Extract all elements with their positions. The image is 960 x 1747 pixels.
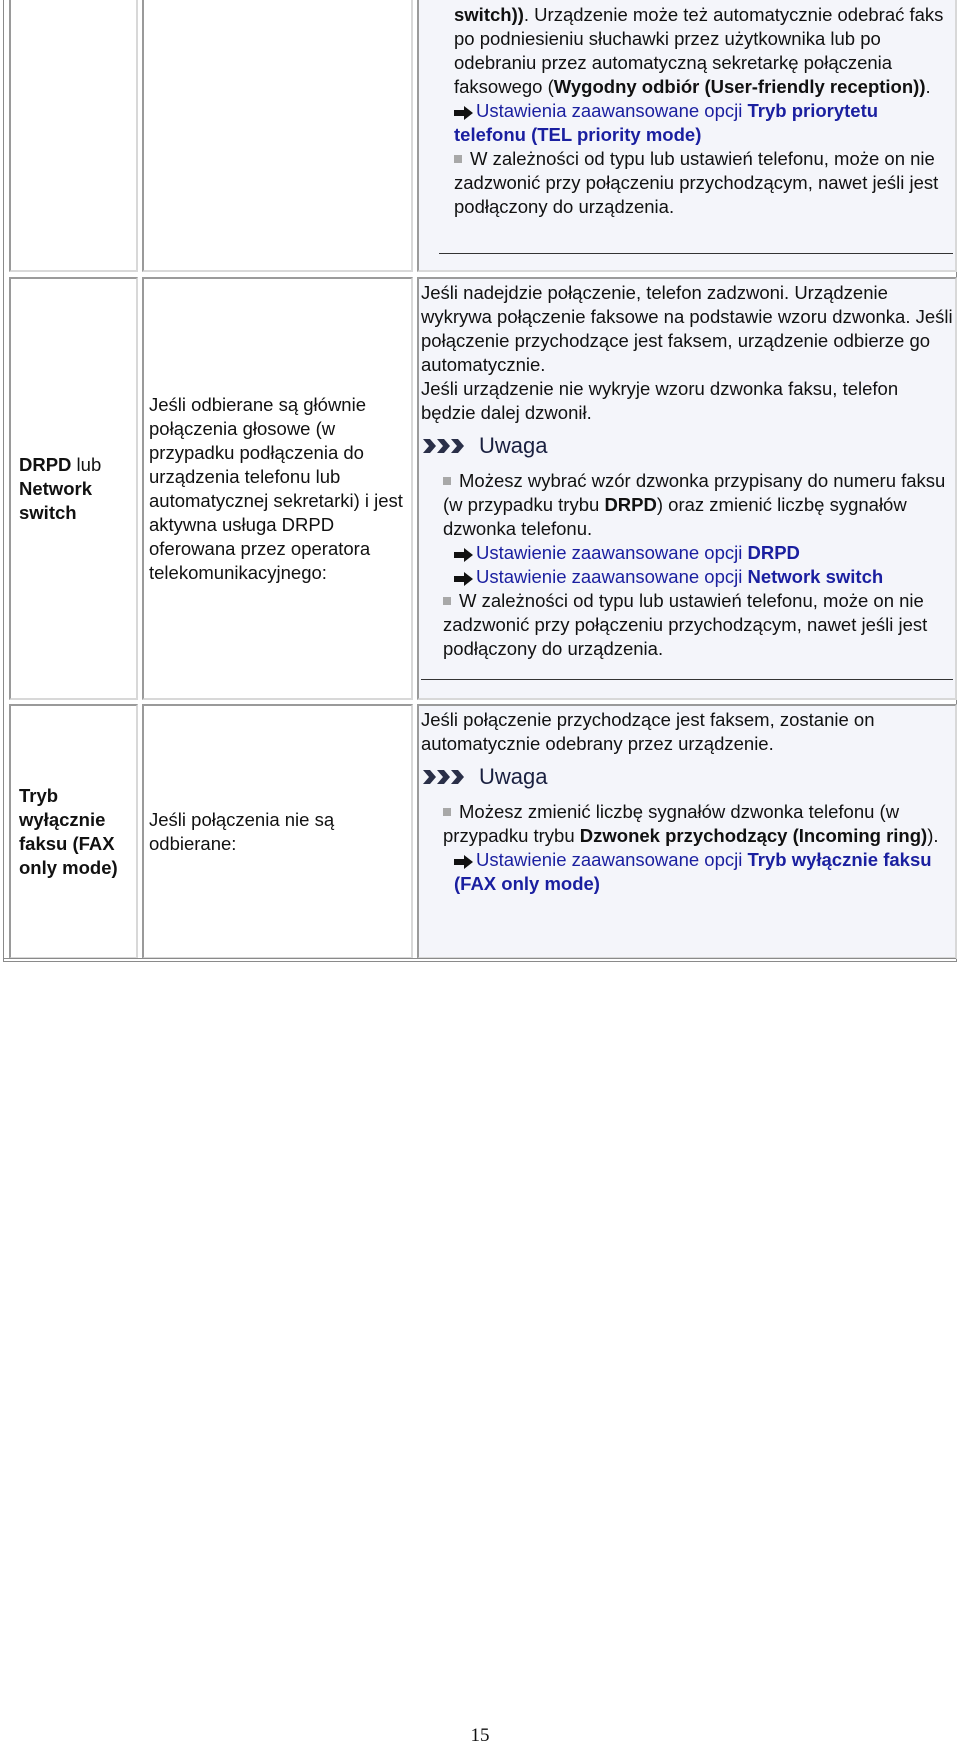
row2-settings-link-drpd[interactable]: Ustawienie zaawansowane opcji DRPD — [419, 541, 955, 565]
row2-condition-text: Jeśli odbierane są głównie połączenia głosowe (w przypadku podłączenia do urządzenia telefonu lub automatycznej sekretarki) i jest aktywna usługa DRPD oferowana przez operatora telekomunikacyjnego: — [149, 393, 403, 583]
arrow-right-icon — [454, 855, 473, 869]
bullet-square-icon — [443, 808, 451, 816]
note-chevrons-icon — [423, 437, 469, 455]
row2-description-cell — [417, 277, 957, 700]
row3-settings-link[interactable]: Ustawienie zaawansowane opcji Tryb wyłącznie faksu (FAX only mode) — [454, 849, 932, 894]
bullet-square-icon — [443, 477, 451, 485]
row3-note-header: Uwaga — [423, 760, 955, 794]
row3-mode-cell — [9, 704, 138, 959]
row2-mode-label: DRPD lub Network switch — [19, 453, 102, 523]
row3-mode-label: Tryb wyłącznie faksu (FAX only mode) — [19, 784, 118, 878]
receive-mode-table — [3, 0, 957, 962]
arrow-right-icon — [454, 106, 473, 120]
row2-note-header: Uwaga — [423, 429, 955, 463]
row2-desc-p2: Jeśli urządzenie nie wykryje wzoru dzwonka faksu, telefon będzie dalej dzwonił. — [421, 378, 899, 423]
row3-desc-p1: Jeśli połączenie przychodzące jest faksem, zostanie on automatycznie odebrany przez urządzenie. — [421, 709, 875, 754]
row2-separator — [421, 679, 953, 680]
page-number: 15 — [470, 1725, 490, 1746]
row1-separator — [439, 253, 953, 254]
row2-bullet-1: Możesz wybrać wzór dzwonka przypisany do numeru faksu (w przypadku trybu DRPD) oraz zmienić liczbę sygnałów dzwonka telefonu. — [443, 470, 946, 539]
row3-description-cell — [417, 704, 957, 959]
arrow-right-icon — [454, 548, 473, 562]
row2-settings-link-network-switch[interactable]: Ustawienie zaawansowane opcji Network switch — [419, 565, 955, 589]
row3-condition-text: Jeśli połączenia nie są odbierane: — [149, 808, 335, 854]
row2-mode-cell — [9, 277, 138, 700]
row1-bullet: W zależności od typu lub ustawień telefonu, może on nie zadzwonić przy połączeniu przychodzącym, nawet jeśli jest podłączony do urządzenia. — [454, 148, 939, 217]
row3-bullet-1: Możesz zmienić liczbę sygnałów dzwonka telefonu (w przypadku trybu Dzwonek przychodzący (Incoming ring)). — [443, 801, 939, 846]
row1-desc-text: switch)). Urządzenie może też automatycznie odebrać faks po podniesieniu słuchawki przez użytkownika lub po odebraniu przez automatyczną sekretarkę połączenia faksowego (Wygodny odbiór (User-friendly reception)). — [454, 4, 944, 97]
row1-settings-link[interactable]: Ustawienia zaawansowane opcji Tryb priorytetu telefonu (TEL priority mode) — [454, 100, 879, 145]
row1-mode-cell — [9, 0, 138, 272]
row3-condition-cell — [142, 704, 413, 959]
row2-bullet-2: W zależności od typu lub ustawień telefonu, może on nie zadzwonić przy połączeniu przychodzącym, nawet jeśli jest podłączony do urządzenia. — [443, 590, 928, 659]
row2-condition-cell — [142, 277, 413, 700]
row1-description-cell — [417, 0, 957, 272]
row2-desc-p1: Jeśli nadejdzie połączenie, telefon zadzwoni. Urządzenie wykrywa połączenie faksowe na podstawie wzoru dzwonka. Jeśli połączenie przychodzące jest faksem, urządzenie odbierze go automatycznie. — [421, 282, 953, 375]
row1-condition-cell — [142, 0, 413, 272]
bullet-square-icon — [454, 155, 462, 163]
note-chevrons-icon — [423, 768, 469, 786]
arrow-right-icon — [454, 572, 473, 586]
bullet-square-icon — [443, 597, 451, 605]
